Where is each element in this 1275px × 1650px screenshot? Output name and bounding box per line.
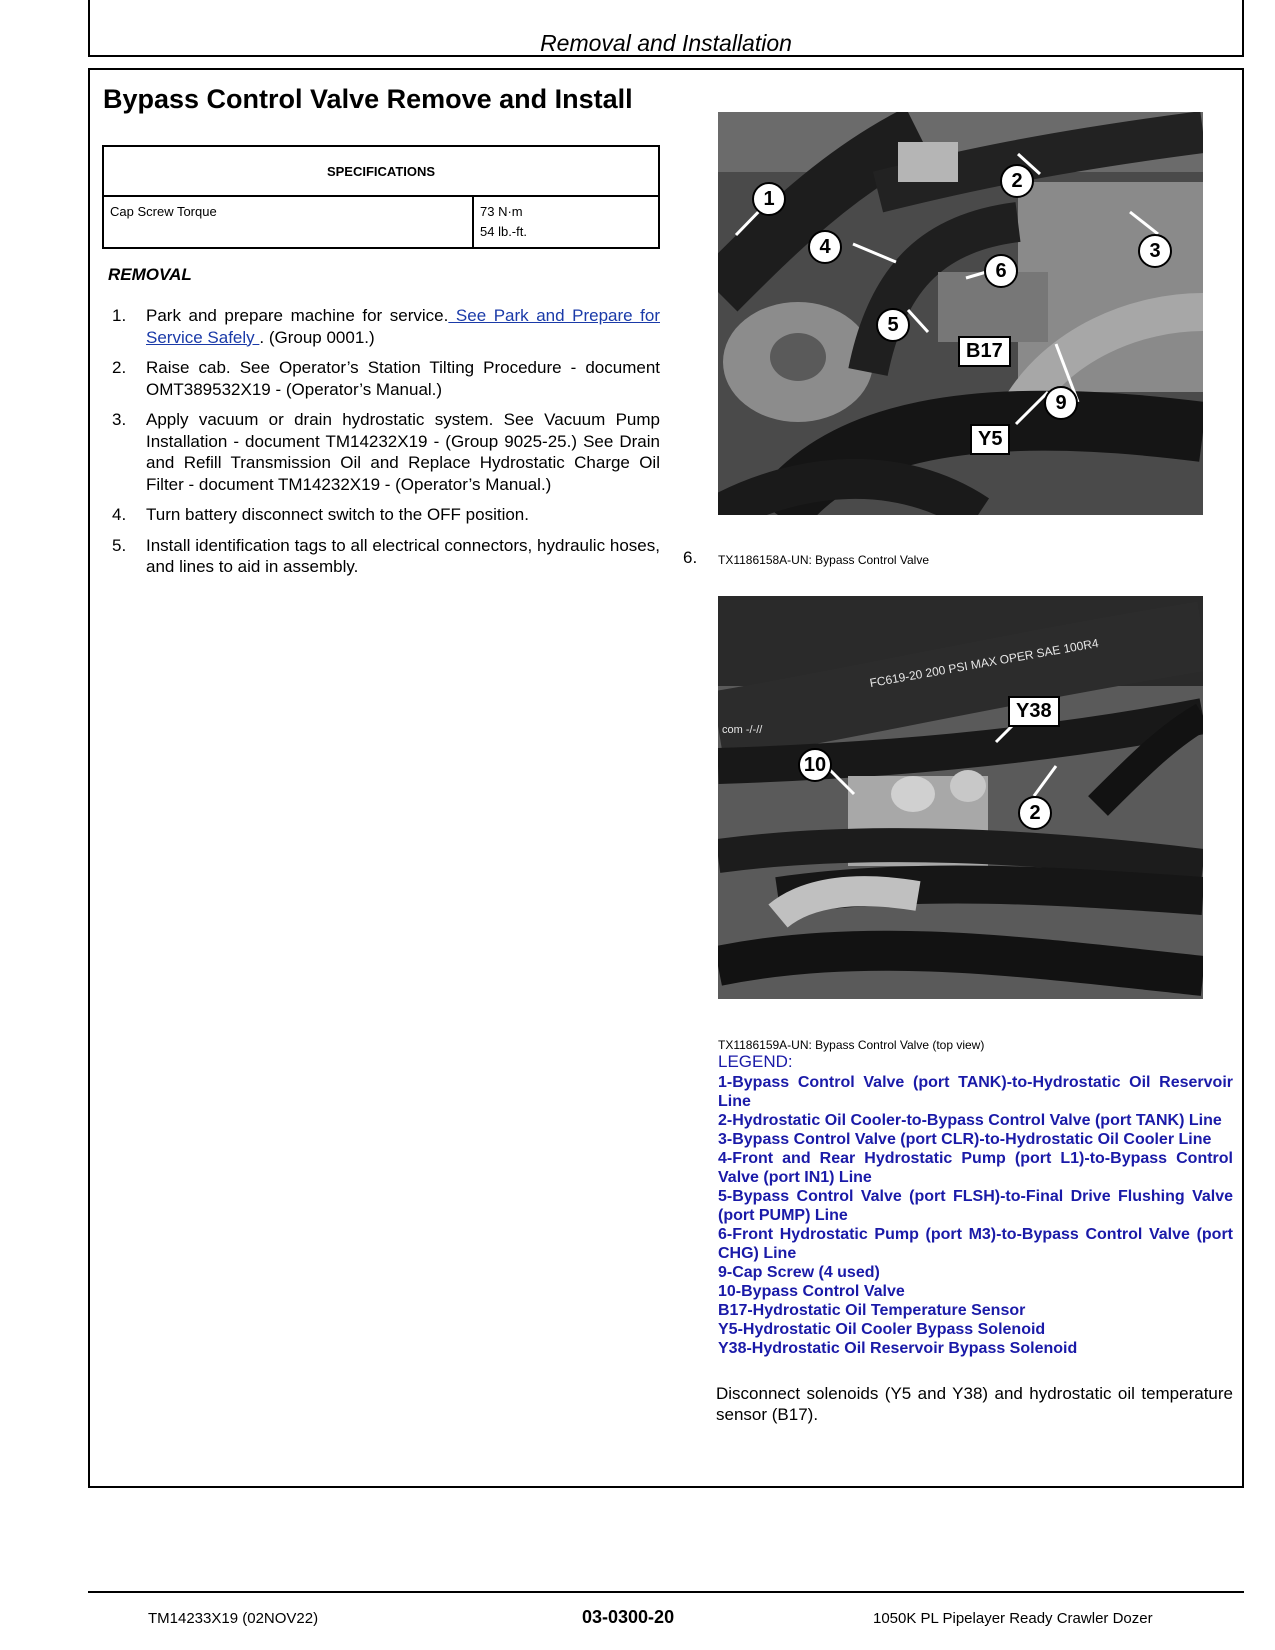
legend-item: Y38-Hydrostatic Oil Reservoir Bypass Solenoid xyxy=(718,1340,1078,1357)
hose-print-text: com -/-// xyxy=(722,724,763,736)
list-item xyxy=(112,305,660,348)
legend-item: 3-Bypass Control Valve (port CLR)-to-Hydrostatic Oil Cooler Line xyxy=(718,1131,1212,1148)
callout-marker: 2 xyxy=(1018,796,1052,830)
step-text: Raise cab. See Operator’s Station Tilting Procedure - document OMT389532X19 - (Operator’s Manual.) xyxy=(146,358,660,399)
legend-title: LEGEND: xyxy=(718,1052,793,1071)
legend-item: 6-Front Hydrostatic Pump (port M3)-to-Bypass Control Valve (port CHG) Line xyxy=(718,1226,1233,1262)
spec-heading: SPECIFICATIONS xyxy=(103,146,659,196)
list-item xyxy=(112,535,660,578)
footer-divider xyxy=(88,1591,1244,1593)
callout-marker: 1 xyxy=(752,182,786,216)
callout-marker: 10 xyxy=(798,748,832,782)
specifications-table xyxy=(102,145,660,249)
step-number: 1. xyxy=(112,306,127,325)
footer-machine-name: 1050K PL Pipelayer Ready Crawler Dozer xyxy=(873,1610,1153,1627)
table-row xyxy=(103,196,659,248)
legend-item: 1-Bypass Control Valve (port TANK)-to-Hydrostatic Oil Reservoir Line xyxy=(718,1074,1233,1110)
b17-label: B17 xyxy=(958,336,1011,367)
legend-item: 4-Front and Rear Hydrostatic Pump (port L1)-to-Bypass Control Valve (port IN1) Line xyxy=(718,1150,1233,1186)
instruction-text: Disconnect solenoids (Y5 and Y38) and hydrostatic oil temperature sensor (B17). xyxy=(716,1384,1233,1424)
step-number: 6. xyxy=(683,548,698,567)
spec-value xyxy=(473,196,659,248)
y5-label: Y5 xyxy=(970,424,1010,455)
page-title: Bypass Control Valve Remove and Install xyxy=(103,84,633,114)
header-box xyxy=(88,0,1244,57)
step-number: 5. xyxy=(112,535,127,555)
list-item xyxy=(112,504,660,526)
legend-list xyxy=(718,1073,1233,1358)
step-text: Park and prepare machine for service. xyxy=(146,306,449,325)
step-number: 3. xyxy=(112,410,127,429)
list-item xyxy=(112,357,660,400)
legend-item: 2-Hydrostatic Oil Cooler-to-Bypass Control Valve (port TANK) Line xyxy=(718,1112,1222,1129)
figure-caption: TX1186159A-UN: Bypass Control Valve (top view) xyxy=(718,1038,985,1052)
y38-label: Y38 xyxy=(1008,696,1060,727)
spec-label: Cap Screw Torque xyxy=(103,196,473,248)
step-text: Turn battery disconnect switch to the OFF position. xyxy=(146,505,529,524)
step-text: Install identification tags to all electrical connectors, hydraulic hoses, and lines to aid in assembly. xyxy=(146,535,660,576)
callout-marker: 6 xyxy=(984,254,1018,288)
list-item xyxy=(112,409,660,495)
hose-print-text: FC619-20 200 PSI MAX OPER SAE 100R4 xyxy=(868,635,1100,691)
callout-marker: 4 xyxy=(808,230,842,264)
spec-value-metric: 73 N·m xyxy=(480,204,523,219)
callout-marker: 2 xyxy=(1000,164,1034,198)
footer-page-number: 03-0300-20 xyxy=(582,1607,675,1627)
removal-heading: REMOVAL xyxy=(108,265,192,284)
callout-marker: 9 xyxy=(1044,386,1078,420)
callout-marker: 3 xyxy=(1138,234,1172,268)
bypass-valve-photo xyxy=(718,112,1203,515)
legend-item: Y5-Hydrostatic Oil Cooler Bypass Solenoid xyxy=(718,1321,1046,1338)
header-title: Removal and Installation xyxy=(540,30,792,56)
step-text-suffix: . (Group 0001.) xyxy=(259,327,375,347)
spec-value-imperial: 54 lb.-ft. xyxy=(480,224,527,239)
step-number: 2. xyxy=(112,358,127,377)
callout-marker: 5 xyxy=(876,308,910,342)
legend-item: 9-Cap Screw (4 used) xyxy=(718,1264,880,1281)
figure-caption: TX1186158A-UN: Bypass Control Valve xyxy=(718,553,929,567)
footer-document-id: TM14233X19 (02NOV22) xyxy=(148,1610,319,1627)
legend-item: 10-Bypass Control Valve xyxy=(718,1283,905,1300)
step-text: Apply vacuum or drain hydrostatic system. See Vacuum Pump Installation - document TM14232X19 - (Group 9025-25.) See Drain and Refill Transmission Oil and Replace Hydrostatic Charge Oil Filter - document TM14232X19 - (Operator’s Manual.) xyxy=(146,410,660,494)
step-list xyxy=(112,305,660,587)
legend-item: 5-Bypass Control Valve (port FLSH)-to-Final Drive Flushing Valve (port PUMP) Line xyxy=(718,1188,1233,1224)
legend-item: B17-Hydrostatic Oil Temperature Sensor xyxy=(718,1302,1026,1319)
bypass-valve-top-view-photo xyxy=(718,596,1203,999)
park-prepare-link[interactable]: See Park and Prepare for Service Safely xyxy=(146,306,660,347)
step-number: 4. xyxy=(112,505,127,524)
